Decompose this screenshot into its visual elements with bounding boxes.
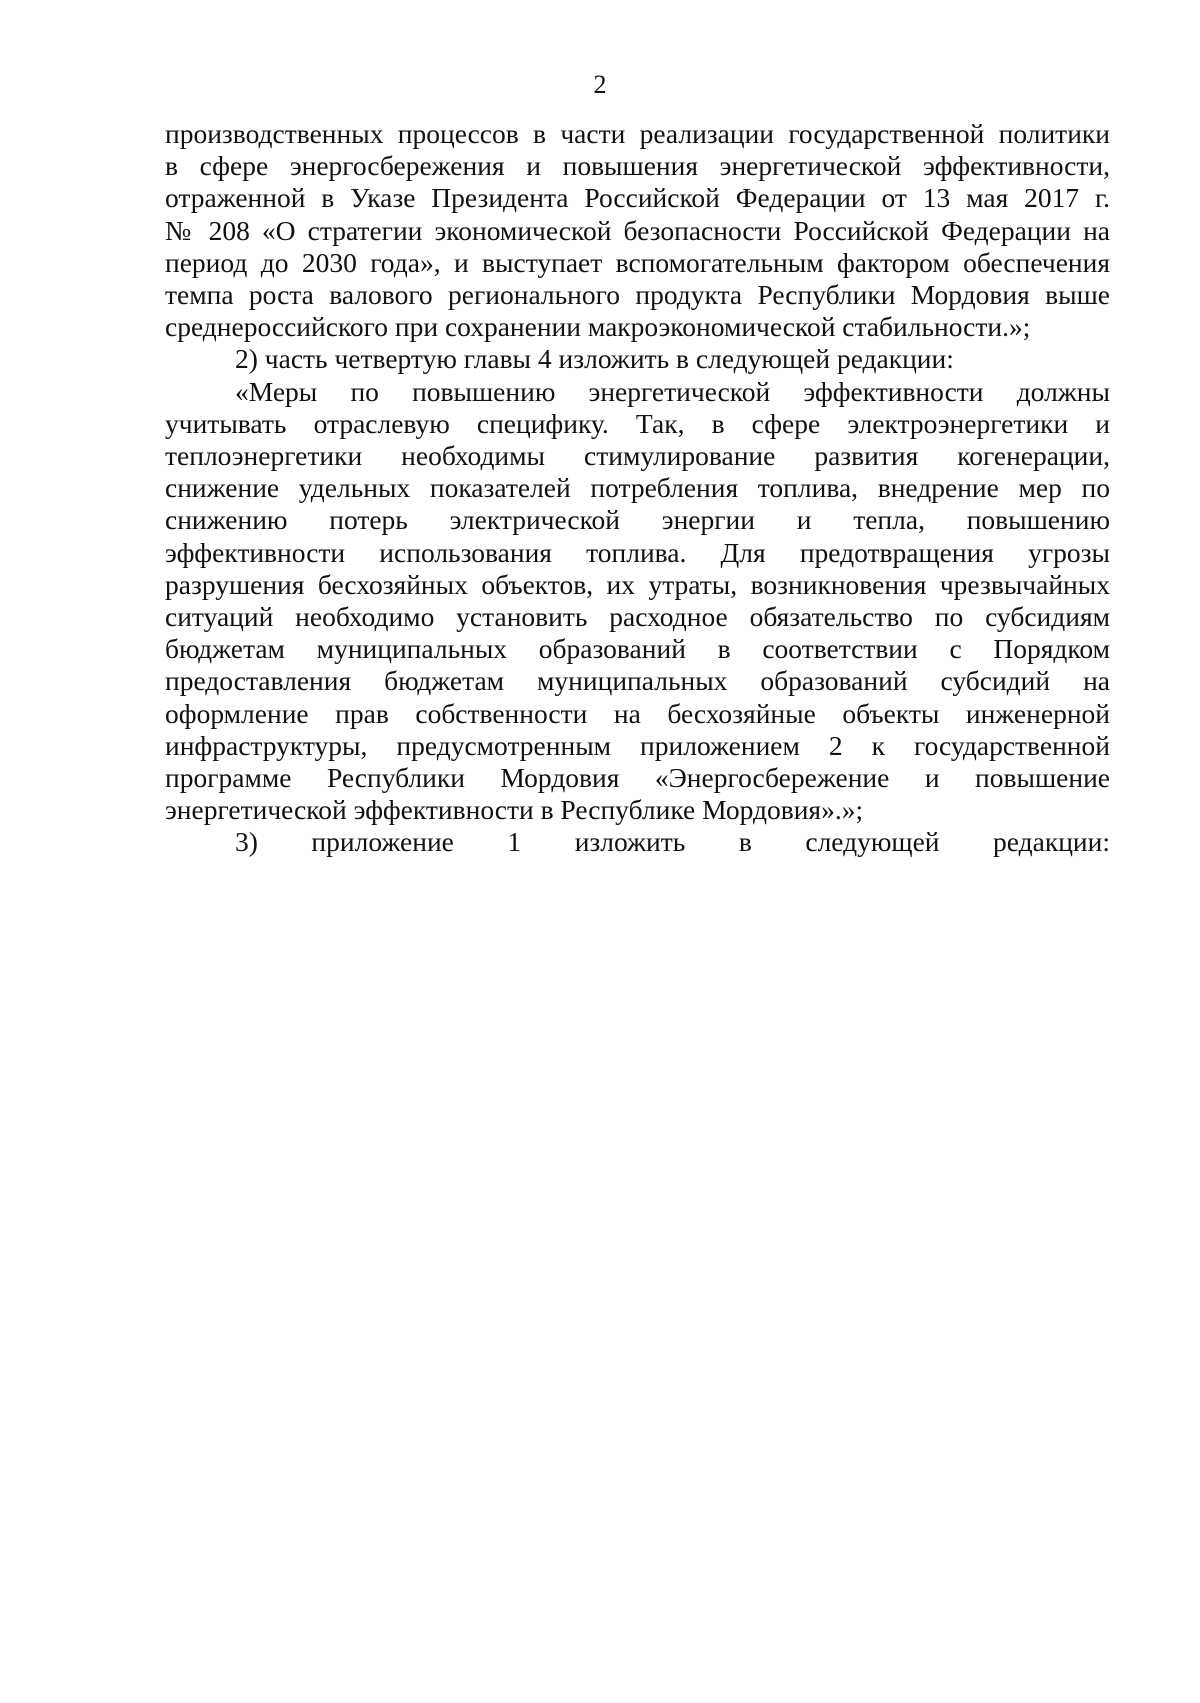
text-line: период до 2030 года», и выступает вспомогательным фактором обеспечения [165, 246, 1110, 278]
text-line: отраженной в Указе Президента Российской Федерации от 13 мая 2017 г. [165, 182, 1110, 214]
text-line: «Меры по повышению энергетической эффективности должны [235, 375, 1110, 407]
text-line: учитывать отраслевую специфику. Так, в сфере электроэнергетики и [165, 407, 1110, 439]
text-line: инфраструктуры, предусмотренным приложением 2 к государственной [165, 729, 1110, 761]
text-line: программе Республики Мордовия «Энергосбережение и повышение [165, 762, 1110, 794]
text-line: темпа роста валового регионального продукта Республики Мордовия выше [165, 279, 1110, 311]
text-line: в сфере энергосбережения и повышения энергетической эффективности, [165, 150, 1110, 182]
text-line: оформление прав собственности на бесхозяйные объекты инженерной [165, 697, 1110, 729]
page-number: 2 [593, 70, 607, 99]
text-line: снижение удельных показателей потребления топлива, внедрение мер по [165, 472, 1110, 504]
paragraph-p3 [165, 376, 1110, 827]
text-line: энергетической эффективности в Республике Мордовия».»; [165, 794, 864, 826]
text-line: среднероссийского при сохранении макроэкономической стабильности.»; [165, 311, 1031, 343]
text-line: теплоэнергетики необходимы стимулирование развития когенерации, [165, 440, 1110, 472]
text-line: предоставления бюджетам муниципальных образований субсидий на [165, 665, 1110, 697]
document-body [165, 118, 1110, 859]
text-line: бюджетам муниципальных образований в соответствии с Порядком [165, 633, 1110, 665]
paragraph-p4 [165, 826, 1110, 858]
text-line: производственных процессов в части реализации государственной политики [165, 118, 1110, 149]
text-line: разрушения бесхозяйных объектов, их утраты, возникновения чрезвычайных [165, 568, 1110, 600]
paragraph-p2 [165, 343, 1110, 375]
text-line: эффективности использования топлива. Для предотвращения угрозы [165, 536, 1110, 568]
text-line: 3) приложение 1 изложить в следующей редакции: [235, 826, 1110, 858]
text-line: ситуаций необходимо установить расходное обязательство по субсидиям [165, 601, 1110, 633]
text-line: № 208 «О стратегии экономической безопасности Российской Федерации на [165, 214, 1110, 246]
paragraph-p1 [165, 118, 1110, 343]
text-line: 2) часть четвертую главы 4 изложить в следующей редакции: [235, 343, 954, 375]
text-line: снижению потерь электрической энергии и тепла, повышению [165, 504, 1110, 536]
